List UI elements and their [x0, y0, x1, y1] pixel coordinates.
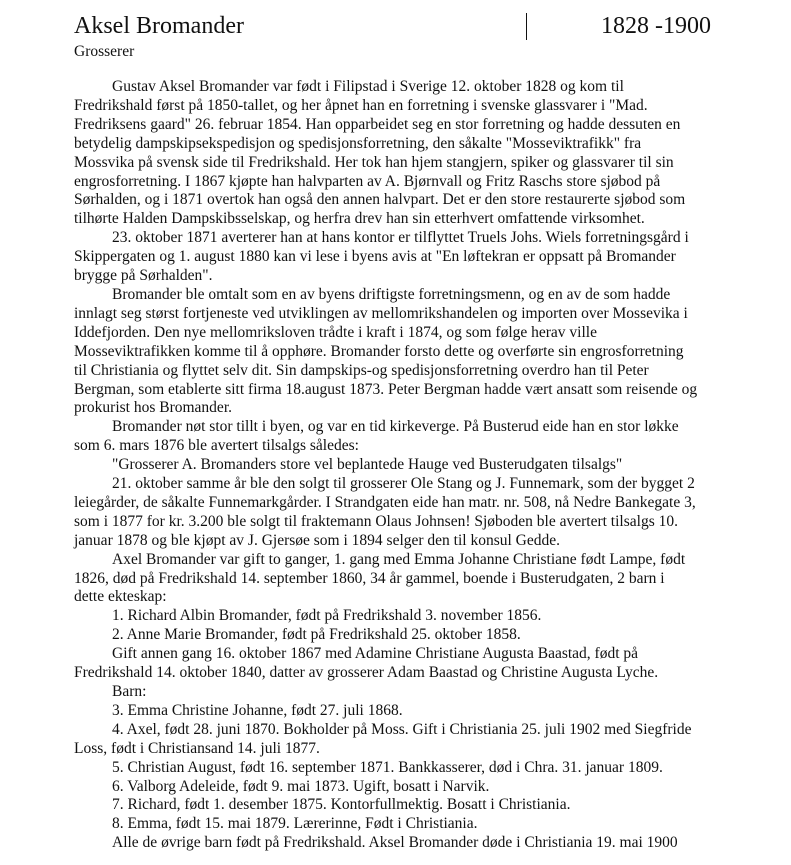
text-line: leiegårder, de såkalte Funnemarkgårder. I Strandgaten eide han matr. nr. 508, nå Nedre Bankegate 3, — [74, 493, 696, 511]
text-line: "Grosserer A. Bromanders store vel beplantede Hauge ved Busterudgaten tilsalgs" — [112, 456, 623, 474]
text-line: 8. Emma, født 15. mai 1879. Lærerinne, Født i Christiania. — [112, 815, 478, 833]
text-line: 5. Christian August, født 16. september 1871. Bankkasserer, død i Chra. 31. januar 1809. — [112, 758, 663, 776]
text-line: engrosforretning. I 1867 kjøpte han halvparten av A. Bjørnvall og Fritz Raschs store sjøbod på — [74, 172, 661, 190]
text-line: Fredrikshald først på 1850-tallet, og her åpnet han en forretning i svenske glassvarer i "Mad. — [74, 96, 648, 114]
text-line: 2. Anne Marie Bromander, født på Fredrikshald 25. oktober 1858. — [112, 626, 521, 644]
text-line: Bromander ble omtalt som en av byens driftigste forretningsmenn, og en av de som hadde — [112, 285, 671, 303]
person-name-heading: Aksel Bromander — [74, 13, 244, 39]
text-line: 3. Emma Christine Johanne, født 27. juli 1868. — [112, 701, 403, 719]
text-line: prokurist hos Bromander. — [74, 399, 232, 417]
text-line: brygge på Sørhalden". — [74, 267, 213, 285]
text-line: tilhørte Halden Dampskibsselskap, og herfra drev han sin etterhvert omfattende virksomhet. — [74, 210, 645, 228]
text-line: 1826, død på Fredrikshald 14. september 1860, 34 år gammel, boende i Busterudgaten, 2 barn i — [74, 569, 665, 587]
text-line: Bromander nøt stor tillt i byen, og var en tid kirkeverge. På Busterud eide han en stor løkke — [112, 418, 679, 436]
text-line: Skippergaten og 1. august 1880 kan vi lese i byens avis at "En løftekran er oppsatt på Bromander — [74, 248, 676, 266]
text-line: 7. Richard, født 1. desember 1875. Kontorfullmektig. Bosatt i Christiania. — [112, 796, 571, 814]
text-line: Axel Bromander var gift to ganger, 1. gang med Emma Johanne Christiane født Lampe, født — [112, 550, 686, 568]
text-line: betydelig dampskipsekspedisjon og spedisjonsforretning, den såkalte "Mosseviktrafikk" fra — [74, 134, 642, 152]
text-line: Gustav Aksel Bromander var født i Filipstad i Sverige 12. oktober 1828 og kom til — [112, 78, 624, 95]
text-line: Sørhalden, og i 1871 overtok han også den annen halvpart. Det er den store restaurerte sjøbod som — [74, 191, 686, 209]
text-line: 21. oktober samme år ble den solgt til grosserer Ole Stang og J. Funnemark, som der bygget 2 — [112, 475, 695, 493]
text-line: Loss, født i Christiansand 14. juli 1877. — [74, 739, 320, 757]
text-line: Mosseviktrafikken komme til å opphøre. Bromander forsto dette og overførte sin engrosforretning — [74, 342, 684, 360]
text-line: 4. Axel, født 28. juni 1870. Bokholder på Moss. Gift i Christiania 25. juli 1902 med Siegfride — [112, 720, 692, 738]
text-line: dette ekteskap: — [74, 588, 167, 606]
text-line: som i 1877 for kr. 3.200 ble solgt til fraktemann Olaus Johnsen! Sjøboden ble avertert tilsalgs 10. — [74, 512, 678, 530]
biography-text — [74, 78, 734, 853]
text-line: Barn: — [112, 683, 147, 700]
text-line: Fredrikshald 14. oktober 1840, datter av grosserer Adam Baastad og Christine Augusta Lyche. — [74, 664, 659, 682]
text-line: innlagt seg størst fortjeneste ved utviklingen av mellomrikshandelen og importen over Mossevika i — [74, 304, 688, 322]
text-line: januar 1878 og ble kjøpt av J. Gjersøe som i 1894 selger den til konsul Gedde. — [74, 531, 561, 549]
text-line: Alle de øvrige barn født på Fredrikshald. Aksel Bromander døde i Christiania 19. mai 1900 — [112, 834, 678, 852]
text-line: 1. Richard Albin Bromander, født på Fredrikshald 3. november 1856. — [112, 607, 542, 625]
text-line: 23. oktober 1871 averterer han at hans kontor er tilflyttet Truels Johs. Wiels forretningsgård i — [112, 229, 689, 247]
text-line: Iddefjorden. Den nye mellomriksloven trådte i kraft i 1874, og som følge herav ville — [74, 323, 597, 341]
text-line: 6. Valborg Adeleide, født 9. mai 1873. Ugift, bosatt i Narvik. — [112, 777, 490, 795]
text-line: Gift annen gang 16. oktober 1867 med Adamine Christiane Augusta Baastad, født på — [112, 645, 639, 663]
header-divider — [526, 13, 527, 40]
text-line: Bergman, som etablerte sitt firma 18.august 1873. Peter Bergman hadde vært ansatt som reisende og — [74, 380, 698, 398]
text-line: Fredriksens gaard" 26. februar 1854. Han opparbeidet seg en stor forretning og hadde dessuten en — [74, 115, 681, 133]
occupation-subtitle: Grosserer — [74, 43, 135, 60]
text-line: til Christiania og flyttet selv dit. Sin dampskips-og spedisjonsforretning overdro han til Peter — [74, 361, 649, 379]
text-line: som 6. mars 1876 ble avertert tilsalgs således: — [74, 437, 359, 455]
text-line: Mossvika på svensk side til Fredrikshald. Her tok han hjem stangjern, spiker og glassvarer til sin — [74, 153, 674, 171]
life-years-heading: 1828 -1900 — [601, 13, 711, 39]
